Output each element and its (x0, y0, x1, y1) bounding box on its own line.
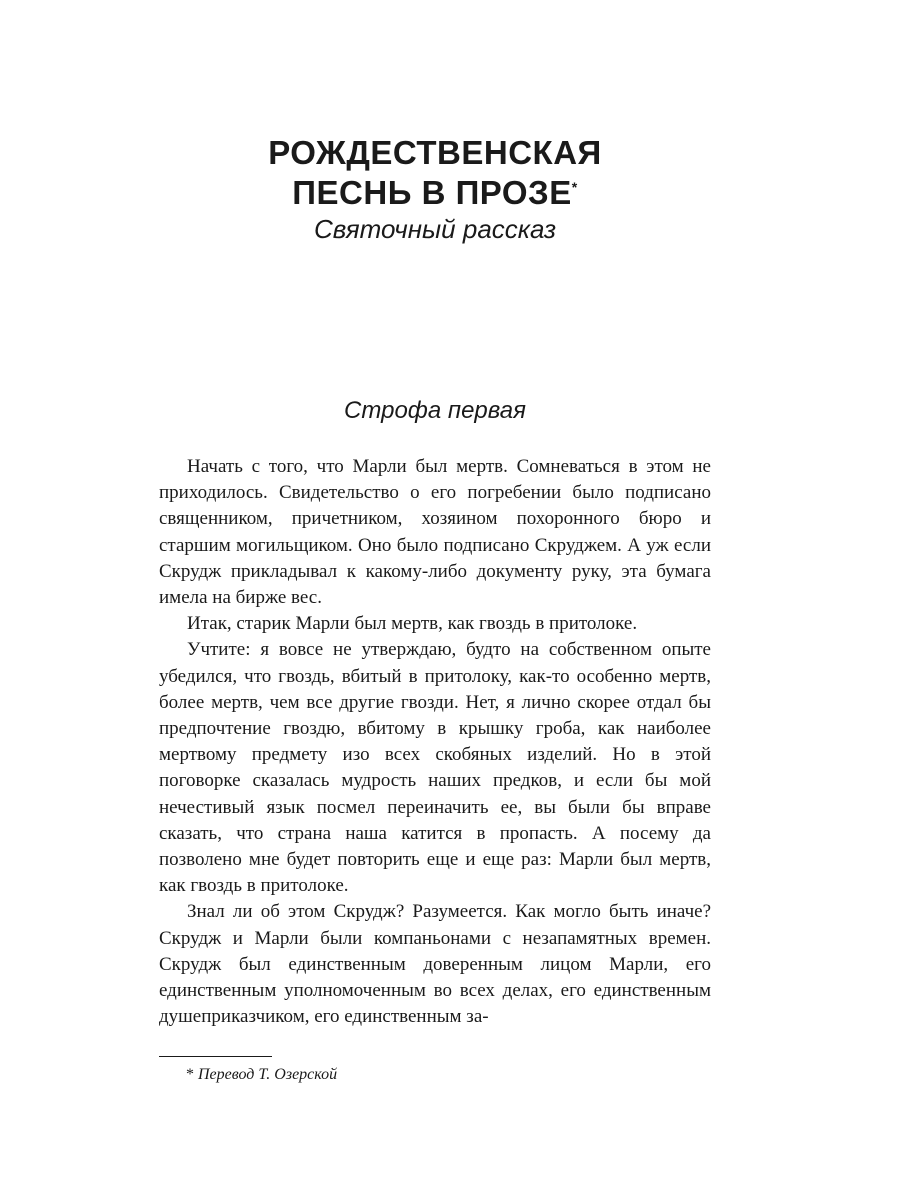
story-title-line-2 (150, 173, 720, 213)
story-title (150, 133, 720, 213)
story-title-line-2-text: ПЕСНЬ В ПРОЗЕ (292, 174, 572, 211)
paragraph: Начать с того, что Марли был мертв. Сомневаться в этом не приходилось. Свидетельство о его погребении было подписано священником, причетником, хозяином похоронного бюро и старшим могильщиком. Оно было подписано Скруджем. А уж если Скрудж прикладывал к какому-либо документу руку, эта бумага имела на бирже вес. (159, 456, 711, 609)
title-footnote-mark: * (571, 179, 578, 195)
footnote (186, 1064, 337, 1086)
paragraph: Итак, старик Марли был мертв, как гвоздь в притолоке. (187, 613, 638, 635)
footnote-mark: * (186, 1066, 194, 1083)
chapter-heading: Строфа первая (344, 397, 526, 424)
paragraph: Знал ли об этом Скрудж? Разумеется. Как могло быть иначе? Скрудж и Марли были компаньонами с незапамятных времен. Скрудж был единственным доверенным лицом Марли, его единственным уполномоченным во всех делах, его единственным душеприказчиком, его единственным за- (159, 901, 711, 1028)
body-text (159, 454, 711, 1030)
story-subtitle: Святочный рассказ (313, 214, 557, 244)
paragraph: Учтите: я вовсе не утверждаю, будто на собственном опыте убедился, что гвоздь, вбитый в притолоку, как-то особенно мертв, более мертв, чем все другие гвозди. Нет, я лично скорее отдал бы предпочтение гвоздю, вбитому в крышку гроба, как наиболее мертвому предмету изо всех скобяных изделий. Но в этой поговорке сказалась мудрость наших предков, и если бы мой нечестивый язык посмел переиначить ее, вы были бы вправе сказать, что страна наша катится в пропасть. А посему да позволено мне будет повторить еще и еще раз: Марли был мертв, как гвоздь в притолоке. (159, 639, 711, 897)
footnote-text: Перевод Т. Озерской (198, 1066, 338, 1083)
story-title-line-1: РОЖДЕСТВЕНСКАЯ (268, 134, 602, 171)
footnote-divider (159, 1056, 272, 1057)
